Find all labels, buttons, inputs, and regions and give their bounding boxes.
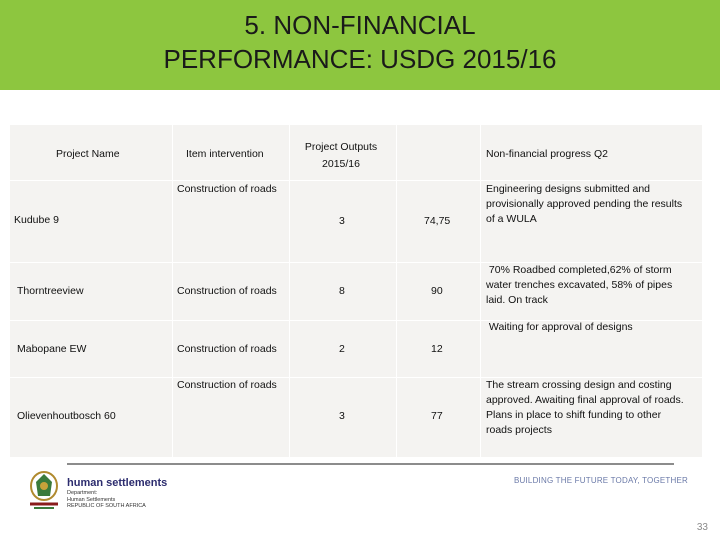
- logo-subtitle-line-2: Human Settlements: [67, 496, 116, 503]
- coat-of-arms-icon: [24, 468, 64, 512]
- row-3-outputs: 2: [339, 343, 345, 355]
- footer-divider: [67, 463, 674, 465]
- row-2-project-name: Thorntreeview: [17, 285, 84, 297]
- column-header-progress: Non-financial progress Q2: [486, 148, 608, 160]
- title-line-2: PERFORMANCE: USDG 2015/16: [163, 44, 557, 74]
- page-title: [0, 8, 720, 76]
- row-4-progress-line-1: The stream crossing design and costing: [486, 379, 672, 391]
- row-4-outputs: 3: [339, 410, 345, 422]
- row-2-value: 90: [431, 285, 443, 297]
- row-4-progress-line-4: roads projects: [486, 424, 552, 436]
- row-1-progress-line-3: of a WULA: [486, 213, 537, 225]
- footer-slogan: BUILDING THE FUTURE TODAY, TOGETHER: [514, 476, 688, 485]
- logo-title: human settlements: [67, 477, 168, 489]
- grid-line: [480, 125, 481, 457]
- column-header-project-outputs: [296, 140, 386, 172]
- row-4-intervention: Construction of roads: [177, 379, 277, 391]
- row-1-progress: [486, 182, 700, 227]
- grid-line: [289, 125, 290, 457]
- grid-line: [172, 125, 173, 457]
- row-4-progress-line-3: Plans in place to shift funding to other: [486, 409, 662, 421]
- title-line-1: 5. NON-FINANCIAL: [244, 10, 476, 40]
- grid-line: [10, 180, 702, 181]
- column-header-project-outputs-line-1: Project Outputs: [304, 141, 378, 153]
- row-1-project-name: Kudube 9: [14, 214, 59, 226]
- row-2-progress-line-2: water trenches excavated, 58% of pipes: [486, 279, 673, 291]
- row-4-value: 77: [431, 410, 443, 422]
- row-3-value: 12: [431, 343, 443, 355]
- column-header-project-outputs-line-2: 2015/16: [322, 158, 360, 170]
- column-header-project-name: Project Name: [56, 148, 120, 160]
- row-2-progress-line-1: 70% Roadbed completed,62% of storm: [486, 264, 672, 276]
- row-3-intervention: Construction of roads: [177, 343, 277, 355]
- row-2-intervention: Construction of roads: [177, 285, 277, 297]
- row-4-progress-line-2: approved. Awaiting final approval of roads.: [486, 394, 684, 406]
- page-number: 33: [696, 522, 708, 533]
- row-1-progress-line-1: Engineering designs submitted and: [486, 183, 651, 195]
- logo-subtitle: [67, 490, 146, 510]
- logo-subtitle-line-3: REPUBLIC OF SOUTH AFRICA: [67, 503, 146, 509]
- row-3-project-name: Mabopane EW: [17, 343, 87, 355]
- row-4-project-name: Olievenhoutbosch 60: [17, 410, 116, 422]
- row-3-progress: [486, 320, 700, 335]
- column-header-item-intervention: Item intervention: [186, 148, 264, 160]
- row-2-progress: [486, 263, 700, 308]
- grid-line: [396, 125, 397, 457]
- row-1-progress-line-2: provisionally approved pending the results: [486, 198, 683, 210]
- row-4-progress: [486, 378, 700, 438]
- row-1-value: 74,75: [424, 215, 451, 227]
- row-1-outputs: 3: [339, 215, 345, 227]
- logo-subtitle-line-1: Department:: [67, 490, 98, 496]
- row-2-progress-line-3: laid. On track: [486, 294, 548, 306]
- row-2-outputs: 8: [339, 285, 345, 297]
- row-1-intervention: Construction of roads: [177, 183, 277, 195]
- row-3-progress-line-1: Waiting for approval of designs: [486, 321, 633, 333]
